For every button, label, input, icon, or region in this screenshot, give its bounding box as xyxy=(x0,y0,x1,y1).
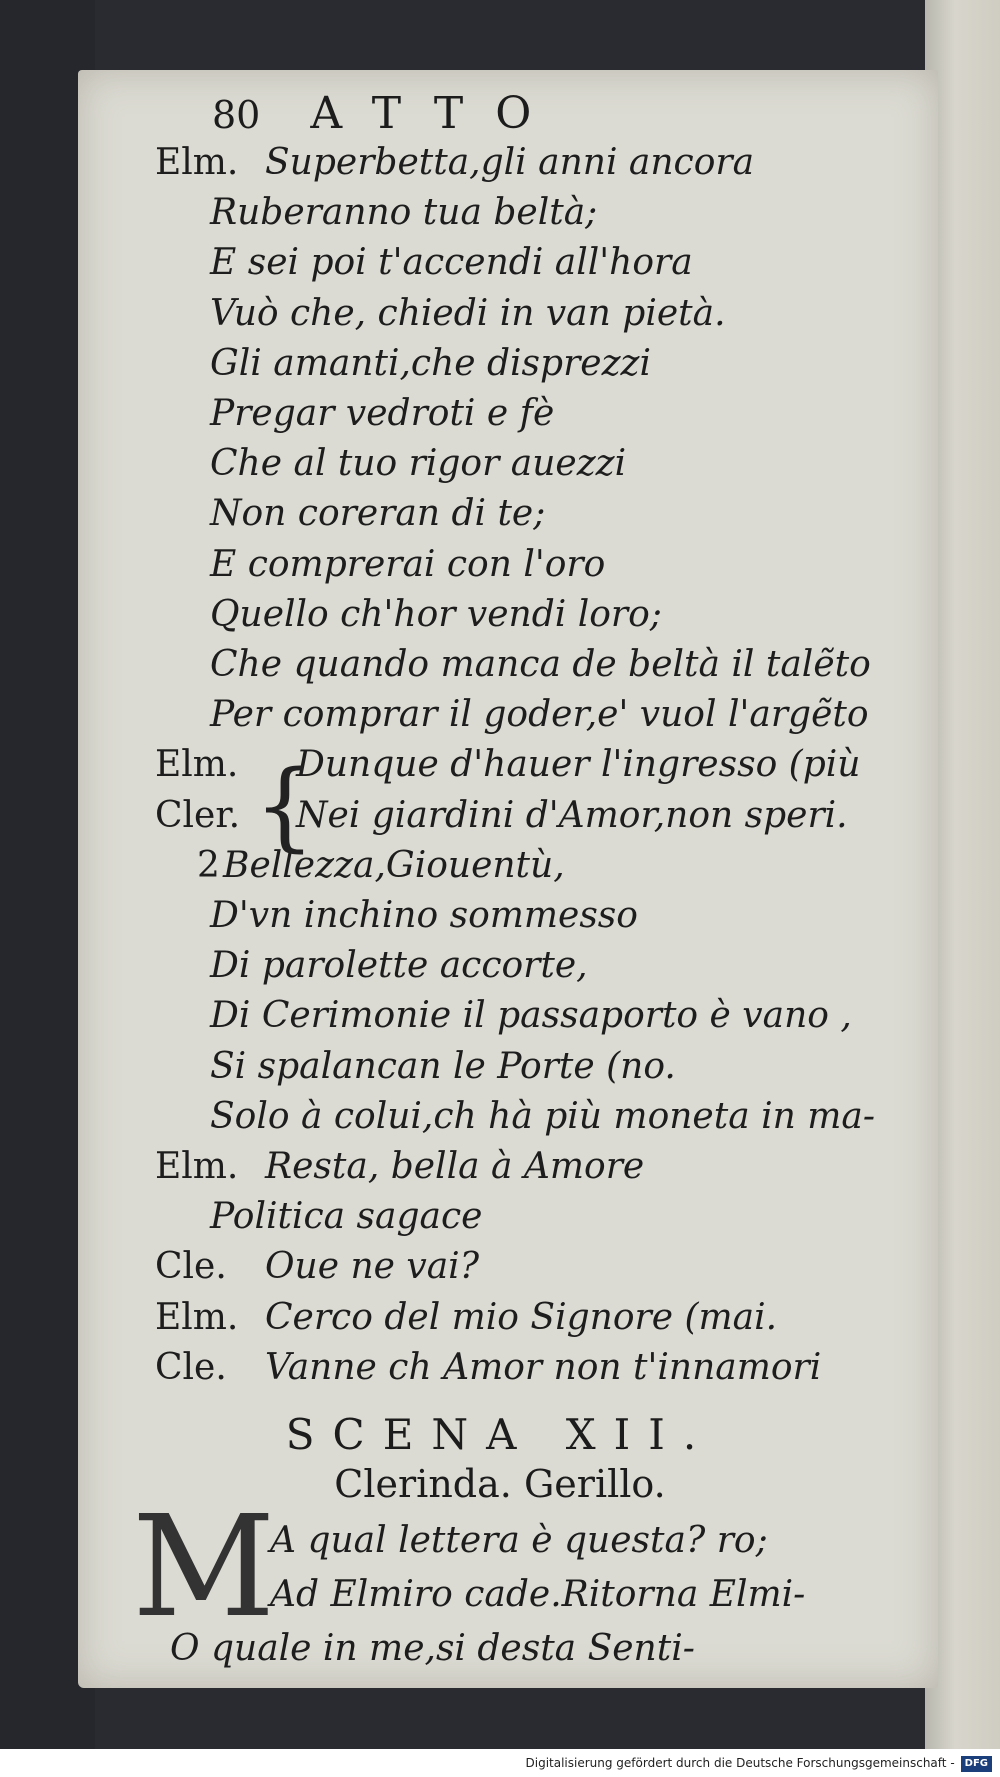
dfg-logo: DFG xyxy=(961,1756,992,1772)
speaker-label: Elm. xyxy=(155,142,239,183)
verse-text: Resta, bella à Amore xyxy=(265,1146,645,1187)
scene-persons: Clerinda. Gerillo. xyxy=(334,1462,666,1506)
verse-text: Bellezza,Giouentù, xyxy=(223,844,565,886)
scene-line: A qual lettera è questa? ro; xyxy=(270,1520,768,1561)
speaker-label: Cle. xyxy=(155,1246,227,1288)
verse-text: Cerco del mio Signore (mai. xyxy=(265,1296,778,1338)
verse-text: Di parolette accorte, xyxy=(210,945,588,987)
verse-text: Che quando manca de beltà il talẽto xyxy=(210,644,871,685)
verse-text: Pregar vedroti e fè xyxy=(210,393,555,434)
verse-text: Oue ne vai? xyxy=(265,1246,479,1288)
verse-text: Politica sagace xyxy=(210,1196,483,1238)
footer-credit: Digitalisierung gefördert durch die Deutsche Forschungsgemeinschaft - xyxy=(525,1756,955,1770)
scene-title: SCENA XII. xyxy=(285,1410,715,1459)
verse-text: Di Cerimonie il passaporto è vano , xyxy=(210,995,852,1037)
speaker-label: 2 xyxy=(197,844,220,886)
drop-cap: M xyxy=(132,1486,276,1649)
verse-text: Dunque d'hauer l'ingresso (più xyxy=(296,744,861,786)
running-head xyxy=(212,88,563,139)
brace-mark: { xyxy=(254,750,316,862)
verse-text: Gli amanti,che disprezzi xyxy=(210,342,652,384)
verse-text: Che al tuo rigor auezzi xyxy=(210,443,627,485)
page-number: 80 xyxy=(212,93,261,137)
verse-text: Per comprar il goder,e' vuol l'argẽto xyxy=(210,694,869,736)
verse-text: Si spalancan le Porte (no. xyxy=(210,1045,676,1087)
scene-line: Ad Elmiro cade.Ritorna Elmi- xyxy=(270,1574,806,1615)
verse-text: Nei giardini d'Amor,non speri. xyxy=(296,794,848,836)
verse-text: D'vn inchino sommesso xyxy=(210,895,638,936)
speaker-label: Elm. xyxy=(155,1296,239,1338)
verse-text: E sei poi t'accendi all'hora xyxy=(210,242,693,284)
scene-line: O quale in me,si desta Senti- xyxy=(170,1628,695,1669)
verse-text: Superbetta,gli anni ancora xyxy=(265,142,755,183)
speaker-label: Elm. xyxy=(155,744,239,786)
speaker-label: Cler. xyxy=(155,794,241,836)
speaker-label: Cle. xyxy=(155,1346,227,1388)
verse-text: Ruberanno tua beltà; xyxy=(210,192,598,234)
speaker-label: Elm. xyxy=(155,1146,239,1187)
verse-text: E comprerai con l'oro xyxy=(210,543,606,585)
verse-text: Vuò che, chiedi in van pietà. xyxy=(210,292,726,334)
verse-text: Quello ch'hor vendi loro; xyxy=(210,593,662,635)
verse-text: Vanne ch Amor non t'innamori xyxy=(265,1346,822,1388)
verse-text: Non coreran di te; xyxy=(210,493,546,535)
running-head-title: ATTO xyxy=(310,88,564,139)
footer-bar xyxy=(0,1749,1000,1777)
verse-text: Solo à colui,ch hà più moneta in ma- xyxy=(210,1095,876,1137)
